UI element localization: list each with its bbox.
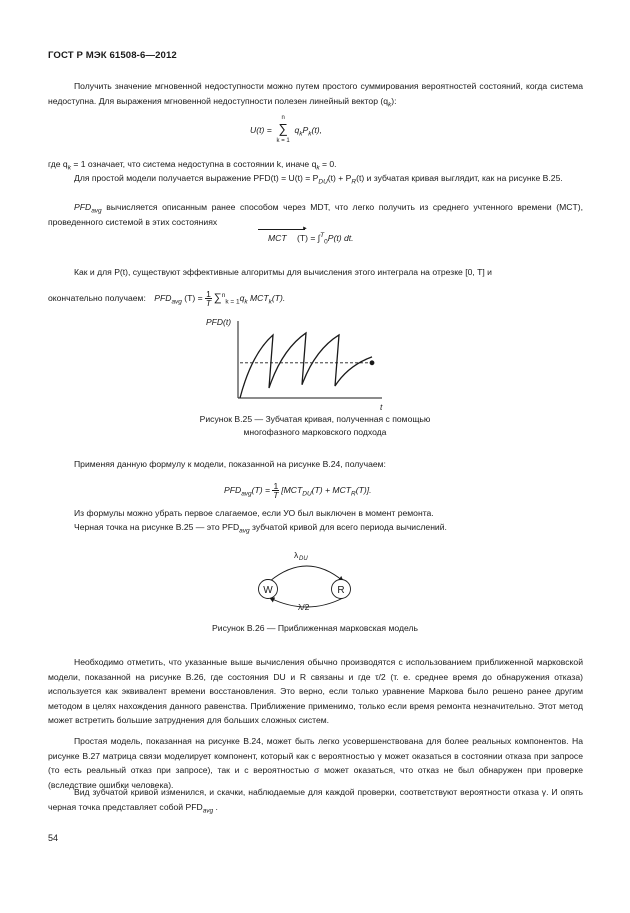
paragraph-6: окончательно получаем: $PFD_{avg}$ (T) = $\frac{1}{T}$ $\sum^n_{k = 1}q_k$ $MCT_k(T)$. xyxy=(48,289,286,308)
x-axis-label: t xyxy=(380,402,383,412)
paragraph-3: Для простой модели получается выражение $PFD(t) = U(t) = P_{DU}(t) + P_R(t)$ и зубчатая кривая выглядит, как на рисунке В.25. xyxy=(74,173,563,186)
figure-25-caption-line1: Рисунок В.25 — Зубчатая кривая, полученная с помощью xyxy=(199,414,431,424)
pfd-avg-point xyxy=(370,360,375,365)
paragraph-10: Необходимо отметить, что указанные выше вычисления обычно производятся с использованием приближенной марковской модели, показанной на рисунке В.26, где состояния DU и R связаны и где τ/2 (т. е. среднее время до обнаружения отказа) используется как эквивалент времени восстановления. Это верно, если только уравнение Маркова было решено ранее другим методом в целях нахождения данного равенства. Приближение применимо, только если время ремонта незначительно. Этот метод может встретить большие затруднения для больших сложных систем. xyxy=(48,657,583,726)
transition-top-label: λ xyxy=(294,550,299,560)
paragraph-8: Из формулы можно убрать первое слагаемое, если УО был выключен в момент ремонта. xyxy=(74,508,434,518)
state-w-label: W xyxy=(263,585,273,596)
formula-mct: ► MCT (T) = ∫$^T_0$P(t) dt. xyxy=(258,233,354,243)
formula-unavailability: U(t) = n ∑ k = 1 $q_kP_k(t)$, xyxy=(250,115,323,144)
markov-model-diagram xyxy=(245,546,375,616)
y-axis-label: PFD(t) xyxy=(206,317,232,327)
figure-26-caption: Рисунок В.26 — Приближенная марковская модель xyxy=(212,623,418,633)
transition-top-label-sub: DU xyxy=(299,556,308,562)
paragraph-4: $PFD_{avg}$ вычисляется описанным ранее способом через MDT, что легко получить из среднего учтенного времени (MCT), проведенного системой в этих состояниях xyxy=(48,202,583,227)
paragraph-12: Вид зубчатой кривой изменился, и скачки, наблюдаемые для каждой проверки, соответствуют вероятности отказа γ. И опять черная точка представляет собой $PFD_{avg}$ . xyxy=(48,787,583,815)
transition-bottom-label: λ/2 xyxy=(298,602,310,612)
figure-25-caption-line2: многофазного марковского подхода xyxy=(243,427,387,437)
formula-pfd-avg: $PFD_{avg}(T)$ = $\frac{1}{T}$ $[MCT_{DU}(T) + MCT_R(T)]$. xyxy=(224,481,372,500)
paragraph-5: Как и для P(t), существуют эффективные алгоритмы для вычисления этого интеграла на отрезке [0, T] и xyxy=(74,267,492,277)
paragraph-9: Черная точка на рисунке В.25 — это $PFD_{avg}$ зубчатой кривой для всего периода вычислений. xyxy=(74,522,447,535)
page-number: 54 xyxy=(48,833,59,843)
paragraph-11: Простая модель, показанная на рисунке В.24, может быть легко усовершенствована для более реальных компонентов. На рисунке В.27 матрица связи моделирует компонент, который как с вероятностью γ может оказаться в состоянии отказа при запросе (то есть реальный отказ при запросе), так и с вероятностью σ может оказаться, что отказ не был обнаружен при проверке (вследствие ошибки человека). xyxy=(48,736,583,790)
paragraph-7: Применяя данную формулу к модели, показанной на рисунке В.24, получаем: xyxy=(74,459,386,469)
paragraph-2: где $q_k = 1$ означает, что система недоступна в состоянии k, иначе $q_k = 0$. xyxy=(48,159,337,172)
state-r-label: R xyxy=(337,585,345,596)
paragraph-1: Получить значение мгновенной недоступности можно путем простого суммирования вероятностей состояний, когда система недоступна. Для выражения мгновенной недоступности полезен линейный вектор $(q_k)$: xyxy=(48,81,583,109)
page-header: ГОСТ Р МЭК 61508-6—2012 xyxy=(48,50,177,61)
sawtooth-chart xyxy=(200,313,400,413)
transition-w-to-r xyxy=(270,566,343,581)
sawtooth-series xyxy=(240,333,372,398)
